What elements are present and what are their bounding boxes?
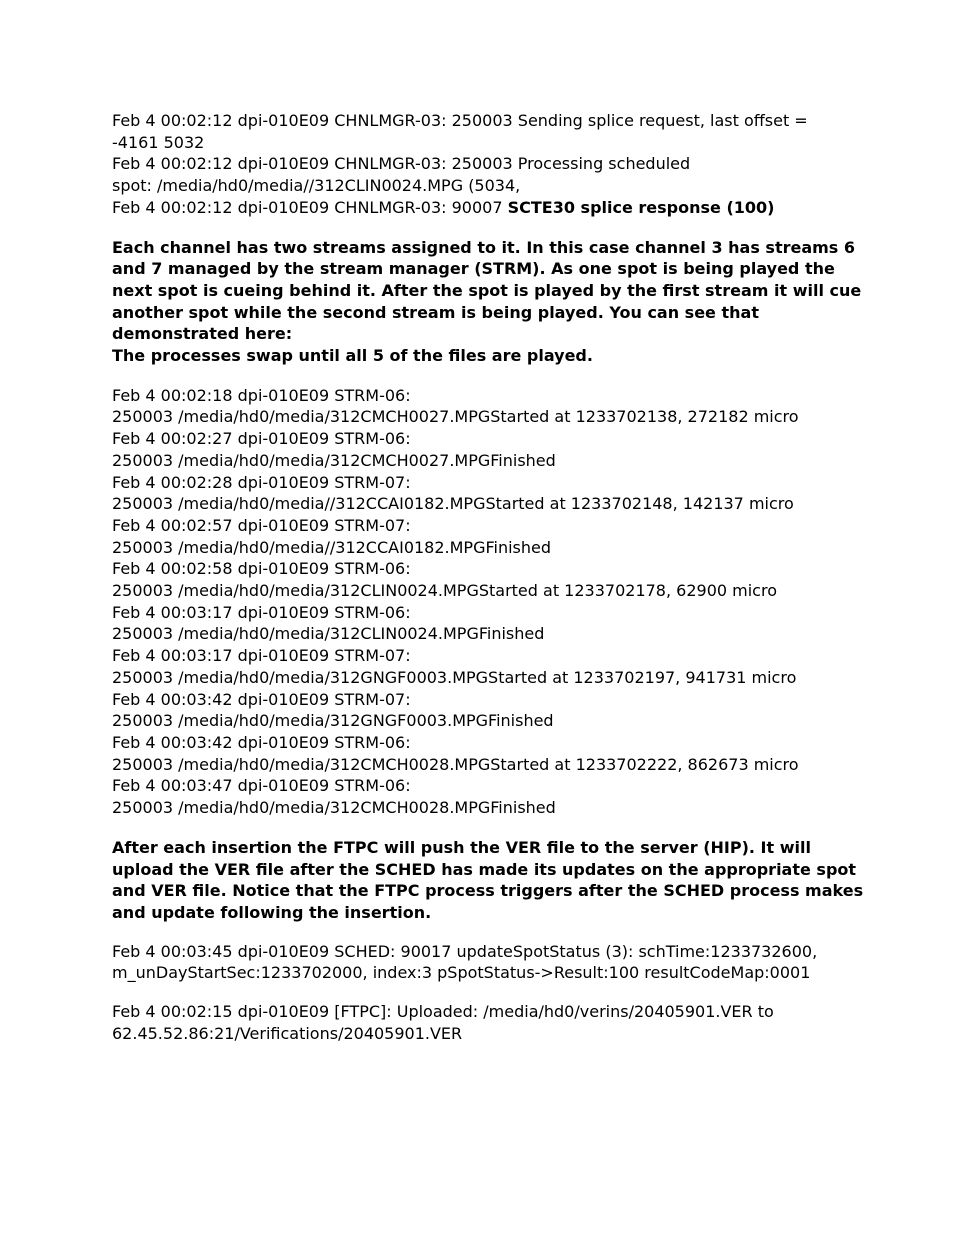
strm-log-line: Feb 4 00:02:18 dpi-010E09 STRM-06:: [112, 385, 411, 405]
log-line: -4161 5032: [112, 132, 205, 152]
note-line: and VER file. Notice that the FTPC process triggers after the SCHED process makes: [112, 881, 864, 901]
strm-log-line: 250003 /media/hd0/media/312CMCH0028.MPGFinished: [112, 798, 556, 818]
note-line: Each channel has two streams assigned to it. In this case channel 3 has streams 6: [112, 237, 856, 257]
ftpc-log-line: Feb 4 00:02:15 dpi-010E09 [FTPC]: Uploaded: /media/hd0/verins/20405901.VER to: [112, 1002, 774, 1022]
log-line: Feb 4 00:02:12 dpi-010E09 CHNLMGR-03: 250003 Processing scheduled: [112, 154, 691, 174]
stream-explanation-note: [112, 237, 862, 367]
sched-log-line: m_unDayStartSec:1233702000, index:3 pSpotStatus->Result:100 resultCodeMap:0001: [112, 963, 811, 983]
strm-log-line: Feb 4 00:03:17 dpi-010E09 STRM-06:: [112, 602, 411, 622]
note-line: and 7 managed by the stream manager (STRM). As one spot is being played the: [112, 259, 835, 279]
strm-log-line: 250003 /media/hd0/media/312CMCH0028.MPGStarted at 1233702222, 862673 micro: [112, 754, 799, 774]
ftpc-log-block: [112, 1001, 854, 1044]
strm-log-line: 250003 /media/hd0/media//312CCAI0182.MPGFinished: [112, 537, 552, 557]
strm-log-line: 250003 /media/hd0/media/312GNGF0003.MPGFinished: [112, 711, 554, 731]
note-line: demonstrated here:: [112, 324, 293, 344]
strm-log-line: Feb 4 00:02:27 dpi-010E09 STRM-06:: [112, 429, 411, 449]
strm-log-line: Feb 4 00:03:17 dpi-010E09 STRM-07:: [112, 646, 411, 666]
log-line-splice-response: [112, 197, 854, 219]
note-line: The processes swap until all 5 of the files are played.: [112, 346, 593, 366]
sched-log-line: Feb 4 00:03:45 dpi-010E09 SCHED: 90017 updateSpotStatus (3): schTime:1233732600,: [112, 941, 818, 961]
strm-log-line: Feb 4 00:03:42 dpi-010E09 STRM-06:: [112, 732, 411, 752]
log-line: spot: /media/hd0/media//312CLIN0024.MPG (5034,: [112, 176, 521, 196]
log-line-prefix: Feb 4 00:02:12 dpi-010E09 CHNLMGR-03: 90007: [112, 197, 508, 217]
log-line: Feb 4 00:02:12 dpi-010E09 CHNLMGR-03: 250003 Sending splice request, last offset =: [112, 111, 808, 130]
note-line: After each insertion the FTPC will push the VER file to the server (HIP). It will: [112, 837, 811, 857]
strm-log-line: Feb 4 00:02:57 dpi-010E09 STRM-07:: [112, 515, 411, 535]
splice-response-highlight: SCTE30 splice response (100): [507, 197, 775, 217]
strm-log-line: Feb 4 00:02:28 dpi-010E09 STRM-07:: [112, 472, 411, 492]
chnlmgr-log-block: [112, 110, 854, 219]
strm-log-line: 250003 /media/hd0/media/312CLIN0024.MPGStarted at 1233702178, 62900 micro: [112, 581, 777, 601]
strm-log-line: Feb 4 00:03:47 dpi-010E09 STRM-06:: [112, 776, 411, 796]
note-line: upload the VER file after the SCHED has made its updates on the appropriate spot: [112, 859, 857, 879]
strm-log-line: 250003 /media/hd0/media/312CMCH0027.MPGFinished: [112, 450, 556, 470]
sched-log-block: [112, 941, 854, 984]
ftpc-explanation-note: [112, 837, 864, 924]
note-line: next spot is cueing behind it. After the spot is played by the first stream it will cue: [112, 280, 862, 300]
strm-log-line: 250003 /media/hd0/media/312GNGF0003.MPGStarted at 1233702197, 941731 micro: [112, 667, 797, 687]
note-line: another spot while the second stream is being played. You can see that: [112, 302, 759, 322]
note-line: and update following the insertion.: [112, 902, 432, 922]
strm-log-line: 250003 /media/hd0/media/312CLIN0024.MPGFinished: [112, 624, 545, 644]
strm-log-line: Feb 4 00:02:58 dpi-010E09 STRM-06:: [112, 559, 411, 579]
strm-log-line: 250003 /media/hd0/media//312CCAI0182.MPGStarted at 1233702148, 142137 micro: [112, 494, 794, 514]
ftpc-log-line: 62.45.52.86:21/Verifications/20405901.VER: [112, 1023, 463, 1043]
strm-log-line: 250003 /media/hd0/media/312CMCH0027.MPGStarted at 1233702138, 272182 micro: [112, 407, 799, 427]
strm-log-line: Feb 4 00:03:42 dpi-010E09 STRM-07:: [112, 689, 411, 709]
strm-log-block: [112, 385, 854, 819]
